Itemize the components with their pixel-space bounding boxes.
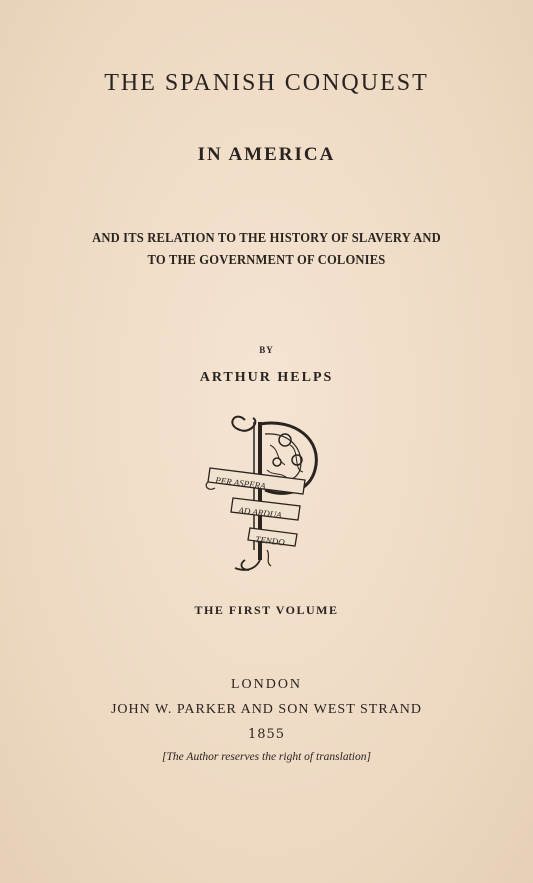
relation-line-1: AND ITS RELATION TO THE HISTORY OF SLAVERY AND xyxy=(92,230,441,245)
volume-label: THE FIRST VOLUME xyxy=(194,603,339,617)
book-subtitle: IN AMERICA xyxy=(197,144,336,165)
publisher-name: JOHN W. PARKER AND SON WEST STRAND xyxy=(110,702,423,717)
book-title: THE SPANISH CONQUEST xyxy=(104,70,429,96)
by-label: BY xyxy=(259,345,274,355)
banner-text-3: TENDO xyxy=(254,534,286,548)
author-name: ARTHUR HELPS xyxy=(199,370,334,385)
publication-year: 1855 xyxy=(247,727,286,742)
printers-device-monogram-icon xyxy=(205,410,325,575)
publication-city: LONDON xyxy=(230,677,303,692)
relation-line-2: TO THE GOVERNMENT OF COLONIES xyxy=(147,252,386,267)
banner-text-2: AD ARDUA xyxy=(237,505,283,521)
banner-text-1: PER ASPERA xyxy=(214,475,267,492)
rights-note: [The Author reserves the right of translation] xyxy=(162,751,371,763)
